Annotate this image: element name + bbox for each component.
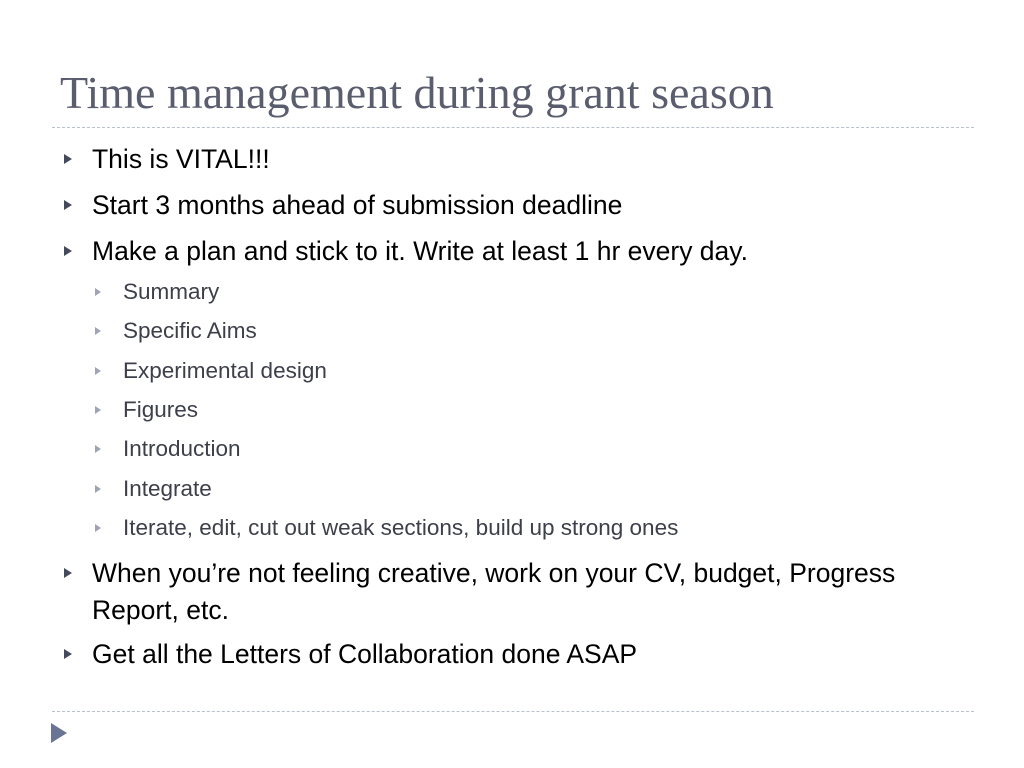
- next-slide-icon[interactable]: [51, 723, 67, 743]
- sub-bullet-arrow-icon: [95, 367, 101, 375]
- footer-divider: [52, 711, 974, 712]
- sub-bullet-item: Introduction: [123, 436, 241, 461]
- sub-bullet-item: Integrate: [123, 476, 212, 501]
- bullet-item: This is VITAL!!!: [92, 144, 270, 174]
- sub-bullet-item: Summary: [123, 279, 220, 304]
- bullet-arrow-icon: [64, 649, 72, 659]
- bullet-item: When you’re not feeling creative, work on your CV, budget, Progress Report, etc.: [92, 558, 896, 625]
- sub-bullet-item: Iterate, edit, cut out weak sections, build up strong ones: [123, 515, 679, 540]
- sub-bullet-item: Experimental design: [123, 358, 327, 383]
- bullet-arrow-icon: [64, 246, 72, 256]
- sub-bullet-arrow-icon: [95, 445, 101, 453]
- sub-bullet-arrow-icon: [95, 327, 101, 335]
- sub-bullet-item: Figures: [123, 397, 199, 422]
- sub-bullet-arrow-icon: [95, 288, 101, 296]
- bullet-item: Get all the Letters of Collaboration done ASAP: [92, 639, 638, 669]
- sub-bullet-arrow-icon: [95, 485, 101, 493]
- bullet-item: Make a plan and stick to it. Write at least 1 hr every day.: [92, 236, 748, 266]
- bullet-arrow-icon: [64, 568, 72, 578]
- sub-bullet-arrow-icon: [95, 406, 101, 414]
- sub-bullet-item: Specific Aims: [123, 318, 257, 343]
- slide-title: Time management during grant season: [60, 67, 774, 118]
- bullet-arrow-icon: [64, 154, 72, 164]
- sub-bullet-arrow-icon: [95, 524, 101, 532]
- bullet-item: Start 3 months ahead of submission deadline: [92, 190, 623, 220]
- bullet-arrow-icon: [64, 200, 72, 210]
